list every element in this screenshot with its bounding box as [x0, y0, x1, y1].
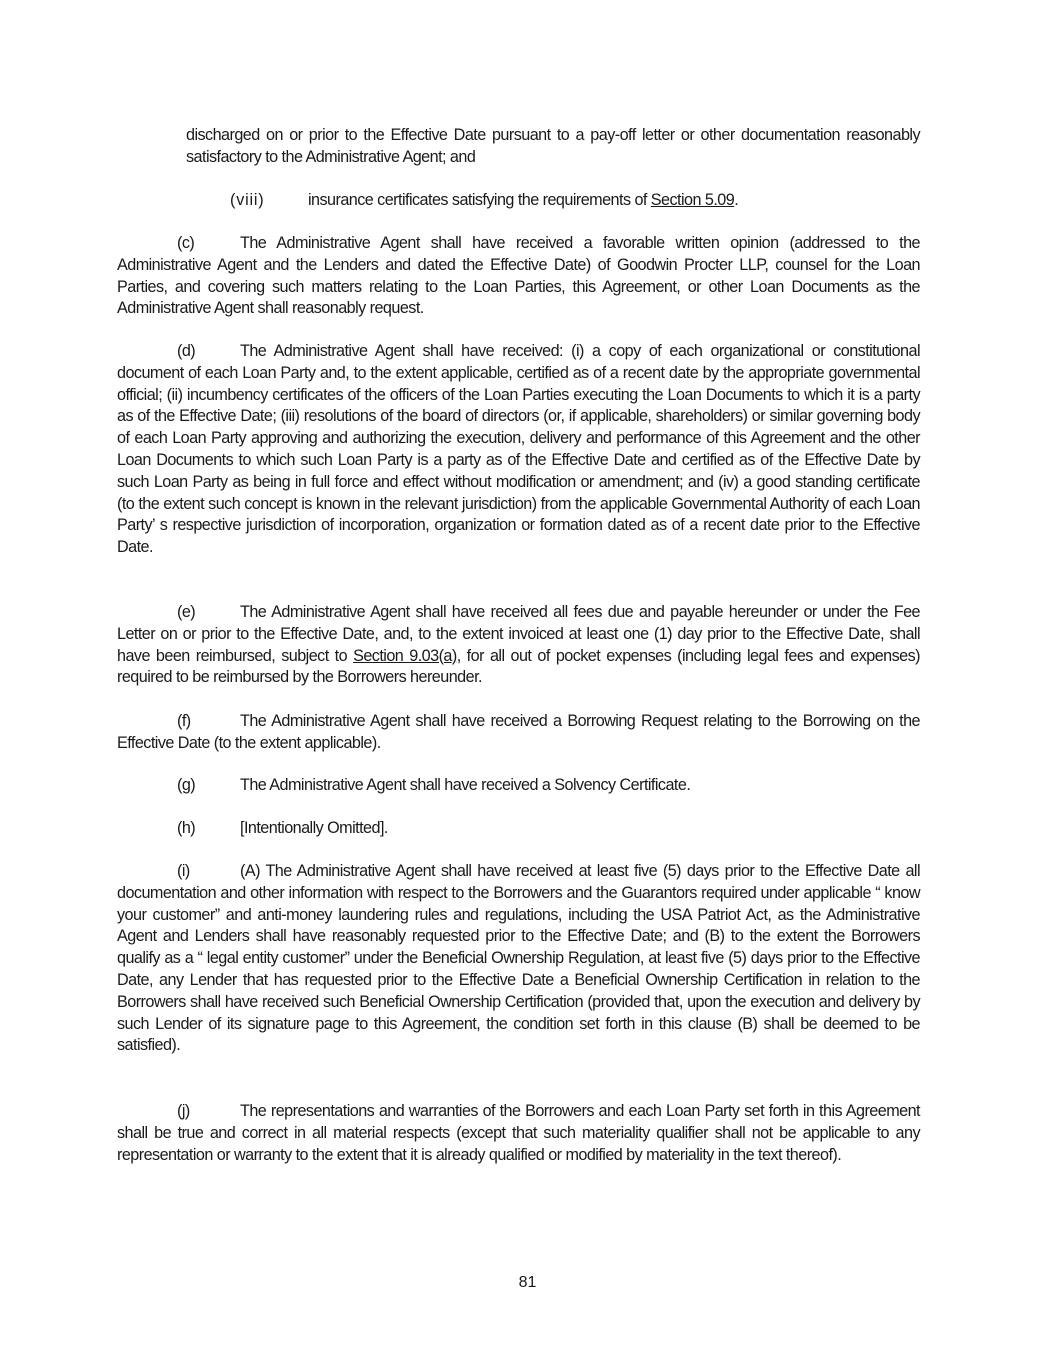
paragraph-e-label: (e) [177, 603, 196, 621]
item-viii-period: . [734, 191, 739, 209]
paragraph-c [117, 233, 920, 320]
paragraph-g-label: (g) [177, 776, 196, 794]
paragraph-g-text: The Administrative Agent shall have received a Solvency Certificate. [240, 776, 691, 794]
paragraph-i-text: (A) The Administrative Agent shall have received at least five (5) days prior to the Effective Date all documentation and other information with respect to the Borrowers and the Guarantors required under applicable “ know your customer” and anti-money laundering rules and regulations, including the USA Patriot Act, as the Administrative Agent and Lenders shall have reasonably requested prior to the Effective Date; and (B) to the extent the Borrowers qualify as a “ legal entity customer” under the Beneficial Ownership Regulation, at least five (5) days prior to the Effective Date, any Lender that has requested prior to the Effective Date a Beneficial Ownership Certification in relation to the Borrowers shall have received such Beneficial Ownership Certification ( [117, 862, 920, 1011]
paragraph-j-label: (j) [177, 1102, 190, 1120]
paragraph-d-text: The Administrative Agent shall have received: (i) a copy of each organizational or constitutional document of each Loan Party and, to the extent applicable, certified as of a recent date by the appropriate governmental official; (ii) incumbency certificates of the officers of the Loan Parties executing the Loan Documents to which it is a party as of the Effective Date; (iii) resolutions of the board of directors (or, if applicable, shareholders) or similar governing body of each Loan Party approving and authorizing the execution, delivery and performance of this Agreement and the other Loan Documents to which such Loan Party is a party as of the Effective Date and certified as of the Effective Date by such Loan Party as being in full force and effect without modification or amendment; and (iv) a good standing certificate (to the extent such concept is known in the relevant jurisdiction) from the applicable Governmental Authority of each Loan Party’ s respective jurisdiction of incorporation, organization or formation dated as of a recent date prior to the Effective Date. [117, 342, 920, 557]
section-5-09-link[interactable]: Section 5.09 [650, 191, 735, 209]
paragraph-d-label: (d) [177, 342, 196, 360]
continuation-paragraph [186, 125, 920, 169]
item-viii-text: insurance certificates satisfying the requirements of [308, 191, 651, 209]
paragraph-c-text: The Administrative Agent shall have received a favorable written opinion (addressed to the Administrative Agent and the Lenders and dated the Effective Date) of Goodwin Procter LLP, counsel for the Loan Parties, and covering such matters relating to the Loan Parties, this Agreement, or other Loan Documents as the Administrative Agent shall reasonably request. [117, 234, 920, 318]
paragraph-e-text: The Administrative Agent shall have received all fees due and payable hereunder or under the Fee Letter on or prior to the Effective Date, and, to the extent invoiced at least one (1) day prior to the Effective Date, shall have been reimbursed, subject to [117, 603, 920, 665]
paragraph-d [117, 341, 920, 559]
paragraph-i [117, 861, 920, 1057]
paragraph-f-text: The Administrative Agent shall have received a Borrowing Request relating to the Borrowing on the Effective Date (to the extent applicable). [117, 712, 920, 752]
paragraph-i-label: (i) [177, 862, 190, 880]
continuation-text: discharged on or prior to the Effective Date pursuant to a pay-off letter or other documentation reasonably satisfactory to the Administrative Agent; and [186, 126, 920, 166]
paragraph-h [117, 818, 920, 840]
item-viii-label: (viii) [230, 191, 265, 209]
paragraph-e-text-end: , for all out of pocket expenses (including legal fees and expenses) required to be reimbursed by the Borrowers hereunder. [117, 646, 920, 687]
paragraph-j [117, 1101, 920, 1166]
page-number: 81 [518, 1274, 537, 1291]
paragraph-f-label: (f) [177, 712, 191, 730]
paragraph-g [117, 775, 920, 797]
section-9-03a-link[interactable]: Section 9.03(a) [353, 646, 457, 665]
item-viii [230, 190, 738, 212]
paragraph-c-label: (c) [177, 234, 195, 252]
paragraph-h-text: [Intentionally Omitted]. [240, 819, 388, 837]
paragraph-j-text: The representations and warranties of the Borrowers and each Loan Party set forth in this Agreement shall be true and correct in all material respects (except that such materiality qualifier shall not be applicable to any representation or warranty to the extent that it is already qualified or modified by materiality in the text thereof). [117, 1102, 920, 1164]
provided-emphasis: provided [592, 992, 650, 1011]
paragraph-i-text-end: that, upon the execution and delivery by such Lender of its signature page to this Agreement, the condition set forth in this clause (B) shall be deemed to be satisfied). [117, 992, 920, 1055]
paragraph-e [117, 602, 920, 689]
paragraph-h-label: (h) [177, 819, 196, 837]
paragraph-f [117, 711, 920, 755]
